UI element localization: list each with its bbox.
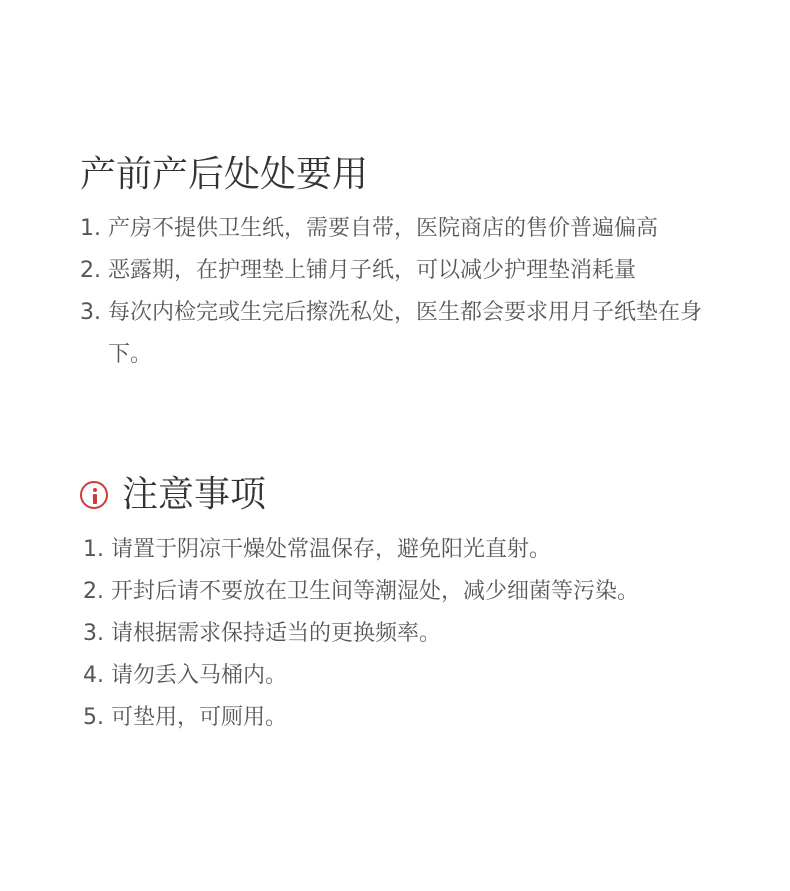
list-item	[83, 655, 733, 697]
item-number: 1.	[80, 216, 101, 241]
info-circle-icon	[80, 481, 108, 509]
item-text: 可垫用，可厕用。	[111, 705, 288, 730]
section-title-notes	[80, 475, 266, 515]
section-title-text: 产前产后处处要用	[80, 154, 369, 195]
item-number: 2.	[80, 258, 101, 283]
list-item	[80, 208, 730, 250]
list-item	[83, 571, 733, 613]
item-text: 恶露期，在护理垫上铺月子纸，可以减少护理垫消耗量	[108, 258, 637, 283]
item-text: 请根据需求保持适当的更换频率。	[111, 621, 442, 646]
item-number: 4.	[83, 663, 104, 688]
item-text: 产房不提供卫生纸，需要自带，医院商店的售价普遍偏高	[108, 216, 659, 241]
section-title-usage	[80, 155, 368, 195]
item-number: 1.	[83, 537, 104, 562]
list-item	[80, 292, 730, 376]
item-text: 请置于阴凉干燥处常温保存，避免阳光直射。	[111, 537, 552, 562]
item-text: 每次内检完或生完后擦洗私处，医生都会要求用月子纸垫在身下。	[108, 300, 703, 367]
item-number: 5.	[83, 705, 104, 730]
item-number: 3.	[83, 621, 104, 646]
list-item	[83, 697, 733, 739]
list-item	[83, 613, 733, 655]
item-text: 开封后请不要放在卫生间等潮湿处，减少细菌等污染。	[111, 579, 640, 604]
notes-list	[83, 529, 733, 739]
usage-list	[80, 208, 730, 376]
item-text: 请勿丢入马桶内。	[111, 663, 288, 688]
list-item	[80, 250, 730, 292]
item-number: 2.	[83, 579, 104, 604]
item-number: 3.	[80, 300, 101, 325]
list-item	[83, 529, 733, 571]
section-title-text: 注意事项	[122, 474, 267, 515]
